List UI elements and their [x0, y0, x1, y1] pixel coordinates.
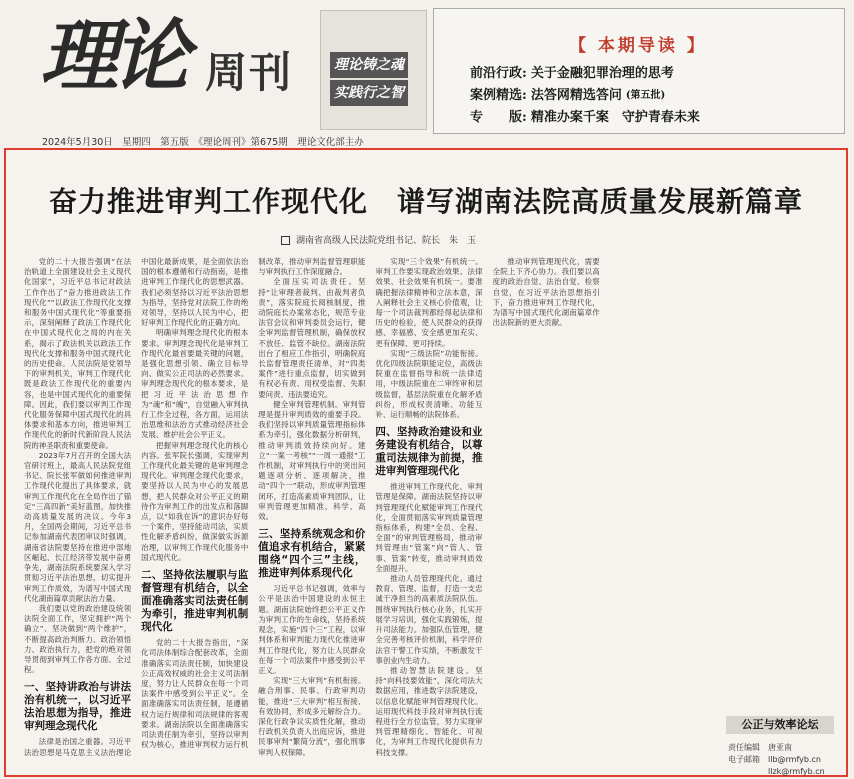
- guide-tag: 案例精选:: [470, 88, 527, 103]
- paragraph: 健全审判管理机制。审判管理是提升审判质效的重要手段。我们坚持以审判质量管理指标体系为牵引，强化数据分析研判，推动审判质效持续向好。建立“一案一考核”“一周一通报”工作机制，对审判执行中的突出问题逐项分析、逐项解决，推动“四个一”联动，形成审判管理闭环，打造高素质审判团队，让审判管理更加精准、科学、高效。: [258, 399, 366, 522]
- paragraph: 2023年7月召开的全国大法官研讨班上，最高人民法院党组书记、院长张军做如何推进审判工作现代化提出了具体要求，就审判工作现代化在全局作出了锚定“三高四新”美好蓝图，加快推动高质量发展的决议。今年3月，全国两会期间，习近平总书记参加湖南代表团审议时强调，湖南省法院要坚持在推进中部地区崛起、长江经济带发展中奋勇争先，湖南法院系统要深入学习贯彻习近平法治思想，切实提升审判工作质效，为谱写中国式现代化湖南篇章贡献法治力量。: [24, 450, 132, 603]
- credits: [728, 742, 825, 778]
- guide-item[interactable]: [470, 63, 700, 85]
- paragraph: 推动审判管理现代化，需要全院上下齐心协力。我们要以高度的政治自觉、法治自觉、检察自觉，在习近平法治思想指引下，奋力推进审判工作现代化，为谱写中国式现代化湖南篇章作出法院新的更大贡献。: [492, 257, 600, 328]
- guide-tag: 专 版:: [470, 110, 527, 125]
- masthead-slogan: [330, 52, 408, 108]
- slogan-line: 理论铸之魂: [330, 52, 408, 78]
- guide-item[interactable]: [470, 85, 700, 107]
- paragraph: 党的二十大报告指出，“深化司法体制综合配套改革，全面准确落实司法责任制，加快建设公正高效权威的社会主义司法制度，努力让人民群众在每一个司法案件中感受到公平正义”。全面准确落实司法责任制，是遵循权力运行规律和司法规律的客观要求。湖南法院以全面准确落实司法责任制为牵引，坚持以审判权为核心，推进审判权力运行机制改革，推动审判监督管理职能与审判执行工作深度融合。: [141, 257, 366, 750]
- guide-sub: (第五批): [625, 90, 666, 101]
- paragraph: 实现“三大审判”有机衔接。融合刑事、民事、行政审判功能，推进“三大审判”相互衔接、有效协同，形成多元解纷合力。深化行政争议实质性化解，推动行政机关负责人出庭应诉，推进民事审判“繁简分流”，强化刑事审判人权保障。: [258, 676, 366, 757]
- editor-name: 唐亚南: [768, 743, 792, 752]
- dateline: 2024年5月30日 星期四 第五版 《理论周刊》第675期 理论文化部主办: [42, 137, 364, 148]
- masthead-weekly: 周刊: [205, 48, 294, 97]
- article-frame: [4, 148, 848, 777]
- paragraph: 把握审判理念现代化的核心内容。张军院长强调，实现审判工作现代化最关键的是审判理念现代化。审判理念现代化要求，要坚持以人民为中心的发展思想，把人民群众对公平正义的期待作为审判工作的出发点和落脚点，以“如我在诉”的意识办好每一个案件，坚持能动司法，实质性化解矛盾纠纷，做深做实诉源治理，以审判工作现代化服务中国式现代化。: [141, 440, 249, 562]
- paragraph: 推动人员管理现代化。通过教育、管理、监督，打造一支忠诚干净担当的高素质法院队伍。围绕审判执行核心业务，扎实开展学习培训，强化实践锻炼，提升司法能力。加强队伍管理，健全完善考核评价机制，科学评价法官干警工作实绩，不断激发干事创业内生动力。: [375, 574, 483, 665]
- email-value-2[interactable]: llzk@rmfyb.cn: [768, 767, 825, 776]
- paragraph: 推进审判工作现代化，审判管理是保障。湖南法院坚持以审判管理现代化赋能审判工作现代化，全面贯彻落实审判质量管理指标体系，构建“全员、全程、全面”的审判管理格局，推动审判管理由“管案”向“管人、管事、管案”转变，推动审判质效全面提升。: [375, 482, 483, 573]
- masthead-logo: 理论: [40, 11, 185, 102]
- email-line-2: [728, 766, 825, 778]
- masthead: [0, 0, 854, 148]
- article-title: 奋力推进审判工作现代化 谱写湖南法院高质量发展新篇章: [48, 185, 803, 218]
- paragraph: 全面压实司法责任。坚持“让审理者裁判、由裁判者负责”，落实院庭长阅核制度，推动院庭长办案常态化，规范专业法官会议和审判委员会运行，健全审判监督管理机制，确保放权不放任、监管不缺位。湖南法院出台了相应工作指引，明确院庭长监督管理责任清单，对“四类案件”进行重点监督，切实做到有权必有责、用权受监督、失职要问责、违法要追究。: [258, 277, 366, 399]
- email-value[interactable]: llb@rmfyb.cn: [768, 755, 821, 764]
- guide-list: [470, 63, 700, 129]
- guide-item[interactable]: [470, 107, 700, 129]
- paragraph: 推动智慧法院建设。坚持“向科技要效能”，深化司法大数据应用，推进数字法院建设，以信息化赋能审判管理现代化。运用现代科技手段对审判执行流程进行全方位监管，努力实现审判管理精细化、智能化、可视化，为审判工作现代化提供有力科技支撑。: [375, 665, 483, 757]
- article-body: [24, 257, 834, 762]
- editor-label: 责任编辑: [728, 743, 760, 752]
- square-icon: [281, 236, 290, 245]
- guide-text: 精准办案千案 守护青春未来: [530, 110, 700, 125]
- byline-text: 湖南省高级人民法院党组书记、院长 朱 玉: [296, 236, 477, 246]
- sidebar-spacer: [493, 328, 600, 448]
- guide-tag: 前沿行政:: [470, 66, 527, 81]
- paragraph: 我们要以党的政治建设统领法院全面工作，坚定拥护“两个确立”、坚决做到“两个维护”，不断提高政治判断力、政治领悟力、政治执行力，把党的绝对领导贯彻到审判工作各方面、全过程。: [24, 603, 132, 675]
- paragraph: 实现“三级法院”功能衔接。优化四级法院职能定位，高级法院重在监督指导和统一法律适用，中级法院重在二审终审和层级监督，基层法院重在化解矛盾纠纷，形成权责清晰、功能互补、运行顺畅的法院体系。: [375, 348, 483, 420]
- section-heading: 三、坚持系统观念和价值追求有机结合，紧紧围绕“四个三”主线，推进审判体系现代化: [258, 528, 366, 580]
- paragraph: 实现“三个效果”有机统一。审判工作要实现政治效果、法律效果、社会效果有机统一。要准确把握法律精神和立法本意，深入阐释社会主义核心价值观，让每一个司法裁判都经得起法律和历史的检验，使人民群众的获得感、幸福感、安全感更加充实、更有保障、更可持续。: [375, 257, 483, 348]
- guide-title: 【 本期导读 】: [569, 36, 707, 56]
- section-heading: 一、坚持讲政治与讲法治有机统一，以习近平法治思想为指导，推进审判理念现代化: [24, 681, 132, 733]
- section-heading: 二、坚持依法履职与监督管理有机结合，以全面准确落实司法责任制为牵引，推进审判机制现代化: [141, 569, 249, 634]
- paragraph: 习近平总书记强调，效率与公平是法治中国建设的永恒主题。湖南法院始终把公平正义作为审判工作的生命线，坚持系统观念，实施“四个三”工程，以审判体系和审判能力现代化推进审判工作现代化，努力让人民群众在每一个司法案件中感受到公平正义。: [258, 584, 366, 675]
- guide-text: 关于金融犯罪治理的思考: [530, 66, 674, 81]
- paragraph: 明确审判理念现代化的根本要求。审判理念现代化是审判工作现代化最首要最关键的问题，是强化思想引领、确立目标导向、做实公正司法的必然要求。审判理念现代化的根本要求，是把习近平法治思想作为“魂”和“魄”，自觉融入审判执行工作全过程，各方面，运用法治思维和法治方式推动经济社会发展、维护社会公平正义。: [141, 328, 249, 440]
- paragraph: 党的二十大报告强调“在法治轨道上全面建设社会主义现代化国家”，习近平总书记对政法工作作出了“奋力推进政法工作现代化”“以政法工作现代化支撑和服务中国式现代化”等重要指示，深刻阐释了政法工作现代化在中国式现代化之局的内在关系，揭示了政法机关以政法工作现代化支撑和服务中国式现代化的历史使命。人民法院是党领导下的审判机关，审判工作现代化既是政法工作现代化的重要内容，也是中国式现代化的重要保障。因此，我们要以审判工作现代化服务保障中国式现代化的具体要求和基本方向，推进审判工作现代化的新时代新阶段人民法院的神圣职责和重要使命。: [24, 257, 132, 450]
- section-heading: 四、坚持政治建设和业务建设有机结合，以尊重司法规律为前提，推进审判管理现代化: [375, 426, 483, 478]
- slogan-line: 实践行之智: [330, 80, 408, 106]
- email-label: 电子邮箱: [728, 755, 760, 764]
- guide-title-text: 本期导读: [597, 36, 678, 56]
- forum-badge: 公正与效率论坛: [726, 716, 834, 734]
- paragraph: 法律是治国之重器。习近平法治思想是马克思主义法治理论中国化最新成果，是全面依法治国的根本遵循和行动指南，是推进审判工作现代化的思想武器。我们必须坚持以习近平法治思想为指导，坚持党对法院工作的绝对领导，坚持以人民为中心，把好审判工作现代化的正确方向。: [24, 257, 249, 757]
- editor-line: [728, 742, 825, 754]
- guide-box: [433, 8, 845, 134]
- byline: [281, 233, 476, 246]
- guide-text: 法答网精选答问: [530, 88, 622, 103]
- email-line: [728, 754, 825, 766]
